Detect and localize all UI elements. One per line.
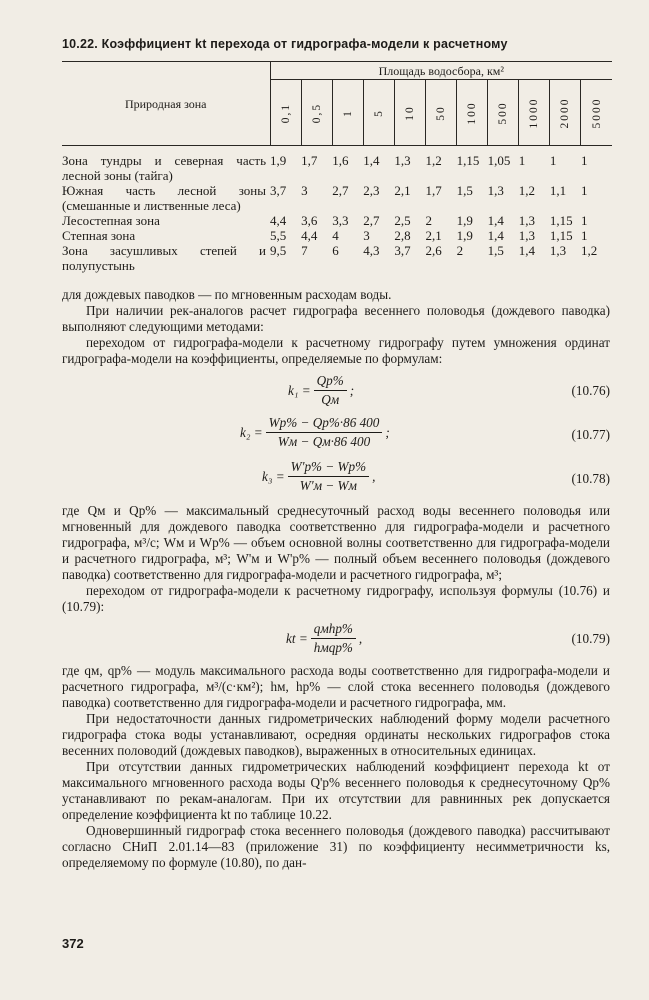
zone-name-cell: Степная зона (62, 228, 136, 243)
coefficient-cell: 2 (456, 243, 464, 258)
table-title: 10.22. Коэффициент kt перехода от гидрографа-модели к расчетному (62, 37, 508, 51)
coefficient-cell: 1,5 (487, 243, 504, 258)
coefficient-cell: 3,3 (332, 213, 349, 228)
coefficient-cell: 1,3 (518, 228, 535, 243)
area-column-header: Площадь водосбора, км² (270, 62, 612, 80)
zone-name-cell: Лесостепная зона (62, 213, 160, 228)
coefficient-cell: 1 (580, 183, 588, 198)
coefficient-cell: 1,1 (549, 183, 567, 198)
coefficient-cell: 4,4 (301, 228, 318, 243)
table-row (62, 213, 612, 228)
area-column-header-cell (363, 80, 394, 146)
formula-10-76 (62, 371, 610, 415)
area-column-header-cell (581, 80, 612, 146)
area-column-header-cell (394, 80, 425, 146)
paragraph: переходом от гидрографа-модели к расчетному гидрографу путем умножения ординат гидрографа-модели на коэффициенты, определяемые по формулам: (62, 335, 610, 366)
coefficient-cell: 7 (301, 243, 308, 258)
area-value-label: 500 (497, 100, 510, 125)
formula-tail: , (372, 468, 376, 484)
page (62, 36, 610, 871)
coefficient-cell: 1,15 (549, 228, 573, 243)
coefficient-cell: 4,4 (270, 213, 287, 228)
zone-name-cell: Зона засушливых степей и полупустынь (62, 243, 266, 273)
area-column-header-cell (270, 80, 301, 146)
coefficient-cell: 1,6 (332, 153, 349, 168)
coefficient-cell: 1,9 (456, 213, 473, 228)
formula-denominator: W'м − Wм (299, 478, 357, 493)
formula-number: (10.77) (571, 427, 610, 442)
zone-name-cell: Южная часть лесной зоны (смешанные и лиственные леса) (62, 183, 266, 213)
table-row (62, 228, 612, 243)
formula-tail: ; (349, 382, 355, 398)
page-number: 372 (62, 936, 84, 951)
coefficient-cell: 2,8 (394, 228, 411, 243)
table-row (62, 243, 612, 273)
coefficient-cell: 4 (332, 228, 339, 243)
table-row (62, 183, 612, 213)
formula-lhs: k₃ = (262, 468, 285, 484)
formula-numerator: Qp% (314, 373, 347, 391)
area-value-label: 5000 (590, 97, 603, 128)
coefficient-cell: 2,7 (332, 183, 349, 198)
coefficient-cell: 4,3 (363, 243, 380, 258)
coefficient-cell: 3 (363, 228, 370, 243)
formula-10-79 (62, 619, 610, 663)
coefficient-cell: 3,6 (301, 213, 318, 228)
formula-numerator: W'p% − Wp% (288, 459, 369, 477)
area-value-label: 10 (403, 104, 416, 121)
area-value-label: 0,1 (279, 102, 292, 123)
paragraph: При наличии рек-аналогов расчет гидрографа весеннего половодья (дождевого паводка) выполняют следующими методами: (62, 303, 610, 334)
paragraph: переходом от гидрографа-модели к расчетному гидрографу, используя формулы (10.76) и (10.79): (62, 583, 610, 614)
paragraph: где Qм и Qp% — максимальный среднесуточный расход воды весеннего половодья или мгновенный для дождевого паводка соответственно для гидрографа-модели и расчетного гидрографа, м³/с; Wм и Wp% — объем основной волны соответственно для гидрографа-модели и расчетного гидрографа, м³; W'м и W'p% — полный объем весеннего половодья (дождевого паводка) соответственно для гидрографа-модели и расчетного гидрографа, м³; (62, 503, 610, 582)
coefficient-cell: 2,7 (363, 213, 380, 228)
formula-10-77 (62, 415, 610, 459)
coefficient-table (62, 61, 612, 273)
coefficient-cell: 1,9 (270, 153, 287, 168)
paragraph: где qм, qp% — модуль максимального расхода воды соответственно для гидрографа-модели и расчетного гидрографа, м³/(с·км²); hм, hp% — слой стока весеннего половодья (дождевого паводка) соответственно для гидрографа-модели и расчетного гидрографа, мм. (62, 663, 610, 710)
area-value-label: 2000 (559, 97, 572, 128)
area-value-label: 0,5 (310, 102, 323, 123)
formula-lhs: kt = (286, 630, 308, 646)
coefficient-cell: 1,3 (549, 243, 567, 258)
area-column-header-cell (519, 80, 550, 146)
formula-10-78 (62, 459, 610, 503)
coefficient-cell: 2,1 (425, 228, 442, 243)
coefficient-cell: 3,7 (270, 183, 287, 198)
coefficient-cell: 1,2 (580, 243, 598, 258)
coefficient-cell: 3 (301, 183, 308, 198)
coefficient-cell: 1,7 (301, 153, 318, 168)
formula-tail: , (358, 630, 363, 646)
area-value-label: 50 (435, 104, 448, 121)
coefficient-cell: 1,4 (487, 213, 504, 228)
coefficient-cell: 1,9 (456, 228, 473, 243)
area-column-header-cell (425, 80, 456, 146)
coefficient-cell: 9,5 (270, 243, 287, 258)
formula-numerator: Wp% − Qp%·86 400 (266, 415, 383, 433)
coefficient-cell: 2 (425, 213, 432, 228)
area-column-header-cell (301, 80, 332, 146)
coefficient-cell: 2,6 (425, 243, 442, 258)
zone-column-header: Природная зона (62, 62, 270, 146)
coefficient-cell: 1,3 (518, 213, 535, 228)
coefficient-cell: 1,4 (518, 243, 535, 258)
coefficient-cell: 1,2 (518, 183, 535, 198)
coefficient-cell: 1,15 (456, 153, 480, 168)
area-column-header-cell (488, 80, 519, 146)
coefficient-cell: 1,5 (456, 183, 473, 198)
coefficient-cell: 1,3 (394, 153, 411, 168)
paragraph: При недостаточности данных гидрометрических наблюдений форму модели расчетного гидрографа стока воды устанавливают, осредняя ординаты нескольких гидрографов стока весенних половодий (дождевых паводков), выраженных в относительных единицах. (62, 711, 610, 758)
area-value-label: 1 (341, 108, 354, 117)
coefficient-cell: 1 (580, 153, 588, 168)
coefficient-cell: 1 (549, 153, 557, 168)
area-column-header-cell (550, 80, 581, 146)
paragraph: Одновершинный гидрограф стока весеннего половодья (дождевого паводка) рассчитывают согласно СНиП 2.01.14—83 (приложение 31) по коэффициенту несимметричности ks, определяемому по формуле (10.80), по дан- (62, 823, 610, 870)
coefficient-cell: 1,2 (425, 153, 442, 168)
coefficient-cell: 1,4 (487, 228, 504, 243)
coefficient-cell: 2,3 (363, 183, 380, 198)
coefficient-cell: 2,1 (394, 183, 411, 198)
coefficient-cell: 1,3 (487, 183, 504, 198)
formula-numerator: qмhp% (311, 621, 356, 639)
area-value-label: 5 (372, 108, 385, 117)
coefficient-cell: 3,7 (394, 243, 411, 258)
formula-number: (10.79) (571, 631, 610, 646)
area-column-header-cell (457, 80, 488, 146)
coefficient-cell: 6 (332, 243, 339, 258)
area-value-label: 1000 (528, 97, 541, 128)
coefficient-cell: 1 (518, 153, 526, 168)
coefficient-cell: 1,4 (363, 153, 380, 168)
coefficient-cell: 1,05 (487, 153, 511, 168)
formula-number: (10.76) (571, 383, 610, 398)
formula-number: (10.78) (571, 471, 610, 486)
formula-denominator: Qм (321, 392, 340, 407)
zone-name-cell: Зона тундры и северная часть лесной зоны (тайга) (62, 153, 266, 183)
formula-denominator: hмqp% (313, 640, 353, 655)
area-column-header-cell (332, 80, 363, 146)
coefficient-cell: 1,15 (549, 213, 573, 228)
coefficient-cell: 1,7 (425, 183, 442, 198)
formula-denominator: Wм − Qм·86 400 (277, 434, 371, 449)
paragraph: При отсутствии данных гидрометрических наблюдений коэффициент перехода kt от максимального мгновенного расхода воды Q'p% весеннего половодья к среднесуточному Qp% устанавливают по рекам-аналогам. При их отсутствии для равнинных рек допускается определение коэффициента kt по таблице 10.22. (62, 759, 610, 822)
paragraph: для дождевых паводков — по мгновенным расходам воды. (62, 287, 392, 302)
table-row (62, 146, 612, 184)
formula-lhs: k₁ = (288, 382, 311, 398)
coefficient-cell: 2,5 (394, 213, 411, 228)
coefficient-cell: 1 (580, 213, 588, 228)
coefficient-cell: 1 (580, 228, 588, 243)
coefficient-cell: 5,5 (270, 228, 287, 243)
area-value-label: 100 (466, 100, 479, 125)
formula-tail: ; (385, 424, 390, 440)
formula-lhs: k₂ = (240, 424, 263, 440)
